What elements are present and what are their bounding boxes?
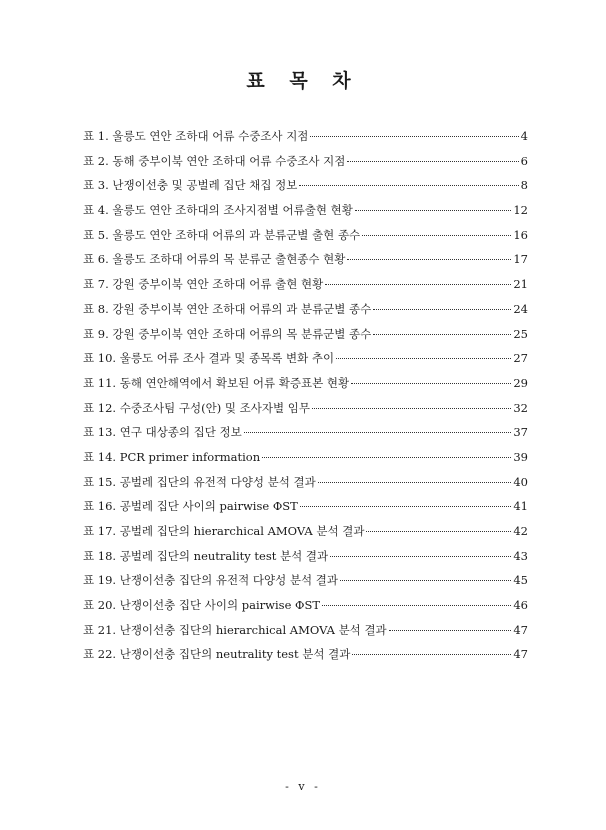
- page-title: 표 목 차: [246, 70, 360, 92]
- toc-entry-page: 45: [513, 573, 528, 588]
- toc-entry-label: 표 2. 동해 중부이북 연안 조하대 어류 수중조사 지점: [83, 153, 346, 168]
- toc-entry[interactable]: [83, 177, 528, 202]
- toc-entry-label: 표 16. 공벌레 집단 사이의 pairwise ΦST: [83, 499, 298, 514]
- toc-entry[interactable]: [83, 202, 528, 227]
- toc-entry-label: 표 4. 울릉도 연안 조하대의 조사지점별 어류출현 현황: [83, 203, 353, 218]
- toc-entry-label: 표 20. 난쟁이선충 집단 사이의 pairwise ΦST: [83, 598, 321, 613]
- toc-entry-label: 표 11. 동해 연안해역에서 확보된 어류 확증표본 현황: [83, 375, 350, 390]
- toc-entry-page: 17: [513, 252, 528, 267]
- toc-entry-page: 29: [513, 375, 528, 390]
- toc-entry-label: 표 15. 공벌레 집단의 유전적 다양성 분석 결과: [83, 474, 316, 489]
- toc-entry[interactable]: [83, 474, 528, 499]
- toc-entry-page: 27: [513, 351, 528, 366]
- toc-entry-label: 표 6. 울릉도 조하대 어류의 목 분류군 출현종수 현황: [83, 252, 346, 267]
- toc-entry-label: 표 5. 울릉도 연안 조하대 어류의 과 분류군별 출현 종수: [83, 227, 361, 242]
- toc-entry-page: 4: [520, 129, 528, 143]
- toc-entry-page: 46: [513, 598, 528, 613]
- toc-entry-label: 표 13. 연구 대상종의 집단 정보: [83, 425, 242, 440]
- toc-entry-page: 24: [513, 301, 528, 316]
- toc-entry-label: 표 10. 울릉도 어류 조사 결과 및 종목록 변화 추이: [83, 351, 335, 366]
- toc-entry-page: 6: [520, 153, 528, 168]
- dot-leader: [352, 654, 511, 655]
- toc-entry[interactable]: [83, 597, 528, 622]
- toc-entry-label: 표 1. 울릉도 연안 조하대 어류 수중조사 지점: [83, 129, 309, 143]
- toc-entry-page: 37: [513, 425, 528, 440]
- toc-entry-page: 43: [513, 548, 528, 563]
- toc-entry[interactable]: [83, 326, 528, 351]
- dot-leader: [262, 457, 511, 458]
- dot-leader: [318, 482, 512, 483]
- toc-entry-page: 40: [513, 474, 528, 489]
- toc-entry-label: 표 9. 강원 중부이북 연안 조하대 어류의 목 분류군별 종수: [83, 326, 372, 341]
- toc-entry-label: 표 12. 수중조사팀 구성(안) 및 조사자별 임무: [83, 400, 310, 415]
- toc-entry-label: 표 19. 난쟁이선충 집단의 유전적 다양성 분석 결과: [83, 573, 338, 588]
- toc-entry[interactable]: [83, 128, 528, 153]
- toc-entry-page: 32: [513, 400, 528, 415]
- dot-leader: [300, 506, 512, 507]
- toc-entry-page: 25: [513, 326, 528, 341]
- dot-leader: [310, 136, 518, 137]
- dot-leader: [312, 408, 511, 409]
- toc-entry[interactable]: [83, 153, 528, 178]
- toc-entry-page: 47: [513, 622, 528, 637]
- dot-leader: [330, 556, 511, 557]
- toc-entry-label: 표 21. 난쟁이선충 집단의 hierarchical AMOVA 분석 결과: [83, 622, 387, 637]
- dot-leader: [347, 161, 518, 162]
- dot-leader: [366, 531, 511, 532]
- toc-entry-page: 42: [513, 524, 528, 538]
- toc-entry[interactable]: [83, 400, 528, 425]
- toc-entry-page: 41: [513, 499, 528, 514]
- dot-leader: [340, 580, 511, 581]
- dot-leader: [373, 309, 511, 310]
- toc-entry[interactable]: [83, 498, 528, 523]
- toc-entry[interactable]: [83, 301, 528, 326]
- toc-entry-label: 표 8. 강원 중부이북 연안 조하대 어류의 과 분류군별 종수: [83, 301, 372, 316]
- toc-entry[interactable]: [83, 375, 528, 400]
- toc-entry[interactable]: [83, 449, 528, 474]
- toc-entry[interactable]: [83, 251, 528, 276]
- toc-entry[interactable]: [83, 622, 528, 647]
- toc-entry-page: 8: [520, 178, 528, 193]
- toc-entry-label: 표 3. 난쟁이선충 및 공벌레 집단 채집 정보: [83, 178, 298, 193]
- toc-entry[interactable]: [83, 523, 528, 548]
- toc-entry-page: 12: [513, 203, 528, 218]
- table-of-contents: [83, 128, 528, 671]
- toc-entry[interactable]: [83, 548, 528, 573]
- toc-entry[interactable]: [83, 424, 528, 449]
- dot-leader: [355, 210, 512, 211]
- dot-leader: [351, 383, 511, 384]
- dot-leader: [373, 334, 511, 335]
- toc-entry[interactable]: [83, 350, 528, 375]
- toc-entry-label: 표 17. 공벌레 집단의 hierarchical AMOVA 분석 결과: [83, 524, 365, 538]
- toc-entry[interactable]: [83, 646, 528, 671]
- dot-leader: [347, 259, 511, 260]
- toc-entry[interactable]: [83, 572, 528, 597]
- dot-leader: [389, 630, 512, 631]
- page-number: - v -: [285, 780, 321, 793]
- toc-entry-page: 16: [513, 227, 528, 242]
- toc-entry-label: 표 14. PCR primer information: [83, 449, 261, 464]
- toc-entry-label: 표 22. 난쟁이선충 집단의 neutrality test 분석 결과: [83, 647, 351, 662]
- dot-leader: [299, 185, 518, 186]
- toc-entry-page: 39: [513, 449, 528, 464]
- toc-entry-page: 47: [513, 647, 528, 662]
- toc-entry[interactable]: [83, 276, 528, 301]
- dot-leader: [362, 235, 511, 236]
- dot-leader: [336, 358, 511, 359]
- toc-entry-label: 표 7. 강원 중부이북 연안 조하대 어류 출현 현황: [83, 277, 324, 292]
- toc-entry[interactable]: [83, 227, 528, 252]
- dot-leader: [244, 432, 512, 433]
- dot-leader: [322, 605, 511, 606]
- toc-entry-label: 표 18. 공벌레 집단의 neutrality test 분석 결과: [83, 548, 329, 563]
- dot-leader: [325, 284, 511, 285]
- toc-entry-page: 21: [513, 277, 528, 292]
